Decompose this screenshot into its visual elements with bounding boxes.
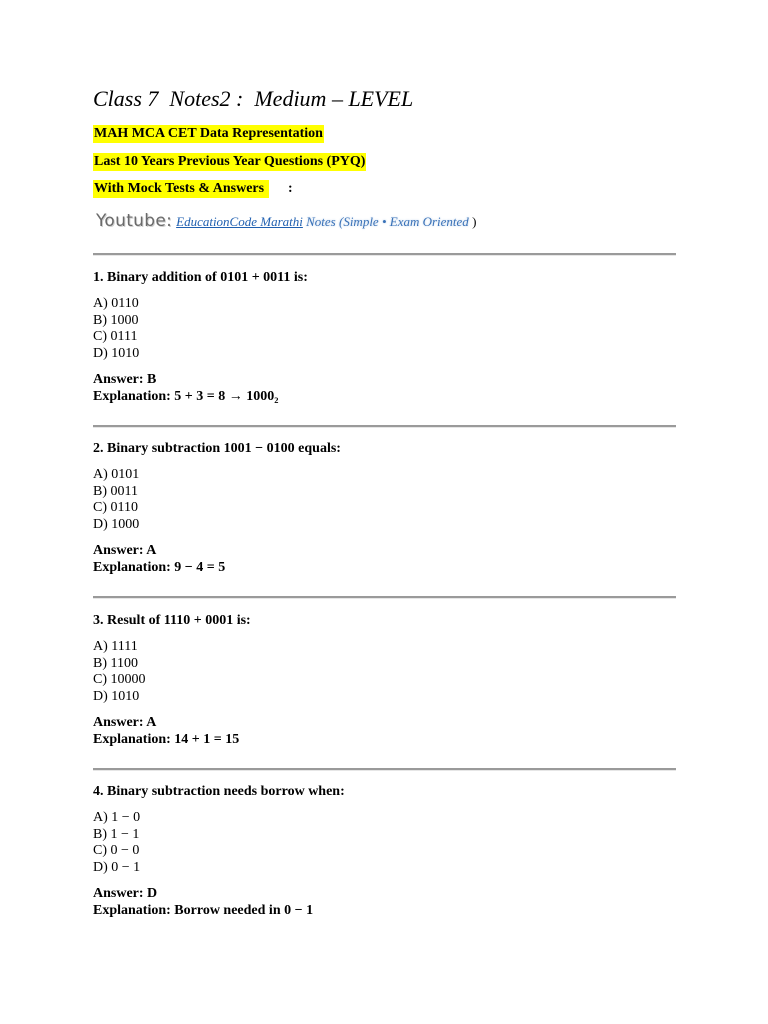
- divider: [93, 768, 676, 771]
- answer-block: [93, 372, 676, 405]
- answer-block: [93, 543, 676, 576]
- option-c: C) 10000: [93, 672, 146, 688]
- explanation-text: Explanation: 14 + 1 = 15: [93, 731, 240, 747]
- youtube-channel-link[interactable]: EducationCode Marathi: [176, 214, 303, 229]
- question-text: 3. Result of 1110 + 0001 is:: [93, 613, 251, 628]
- option-a: A) 1111: [93, 639, 138, 654]
- answer-block: [93, 886, 676, 919]
- options-list: [93, 467, 676, 533]
- options-list: [93, 296, 676, 362]
- youtube-close-paren: ): [468, 214, 477, 229]
- answer-text: Answer: A: [93, 715, 157, 731]
- answer-block: [93, 715, 676, 748]
- document-title: Class 7 Notes2 : Medium – LEVEL: [93, 86, 414, 111]
- answer-text: Answer: D: [93, 886, 158, 902]
- option-d: D) 1000: [93, 516, 140, 532]
- question-text: 4. Binary subtraction needs borrow when:: [93, 784, 345, 799]
- option-c: C) 0 − 0: [93, 843, 140, 859]
- subtitle-colon: :: [288, 181, 293, 196]
- option-b: B) 0011: [93, 483, 138, 499]
- option-a: A) 0110: [93, 296, 139, 311]
- question-text: 2. Binary subtraction 1001 − 0100 equals:: [93, 441, 341, 456]
- option-a: A) 1 − 0: [93, 810, 141, 825]
- question-block: [93, 784, 676, 920]
- option-d: D) 1010: [93, 688, 140, 704]
- explanation-text: Explanation: Borrow needed in 0 − 1: [93, 902, 314, 918]
- options-list: [93, 639, 676, 705]
- answer-text: Answer: B: [93, 372, 157, 388]
- subtitle-pyq: Last 10 Years Previous Year Questions (PYQ): [94, 154, 366, 169]
- divider: [93, 253, 676, 256]
- subtitle-mock-tests: With Mock Tests & Answers: [94, 181, 268, 196]
- option-b: B) 1100: [93, 655, 138, 671]
- options-list: [93, 810, 676, 876]
- youtube-line: [96, 211, 476, 232]
- option-d: D) 1010: [93, 345, 140, 361]
- option-c: C) 0111: [93, 329, 138, 345]
- explanation-text: Explanation: 9 − 4 = 5: [93, 559, 226, 575]
- option-a: A) 0101: [93, 467, 140, 482]
- divider: [93, 596, 676, 599]
- subtitle-exam: MAH MCA CET Data Representation: [94, 126, 323, 141]
- youtube-label: Youtube:: [96, 211, 173, 231]
- option-b: B) 1000: [93, 312, 139, 328]
- question-block: [93, 270, 676, 406]
- answer-text: Answer: A: [93, 543, 157, 559]
- option-d: D) 0 − 1: [93, 859, 141, 875]
- divider: [93, 425, 676, 428]
- question-block: [93, 441, 676, 577]
- explanation-text: Explanation: 5 + 3 = 8 → 1000₂: [93, 388, 279, 404]
- question-text: 1. Binary addition of 0101 + 0011 is:: [93, 270, 308, 285]
- option-b: B) 1 − 1: [93, 826, 140, 842]
- option-c: C) 0110: [93, 500, 138, 516]
- youtube-note: Notes (Simple • Exam Oriented: [302, 214, 469, 229]
- question-block: [93, 613, 676, 749]
